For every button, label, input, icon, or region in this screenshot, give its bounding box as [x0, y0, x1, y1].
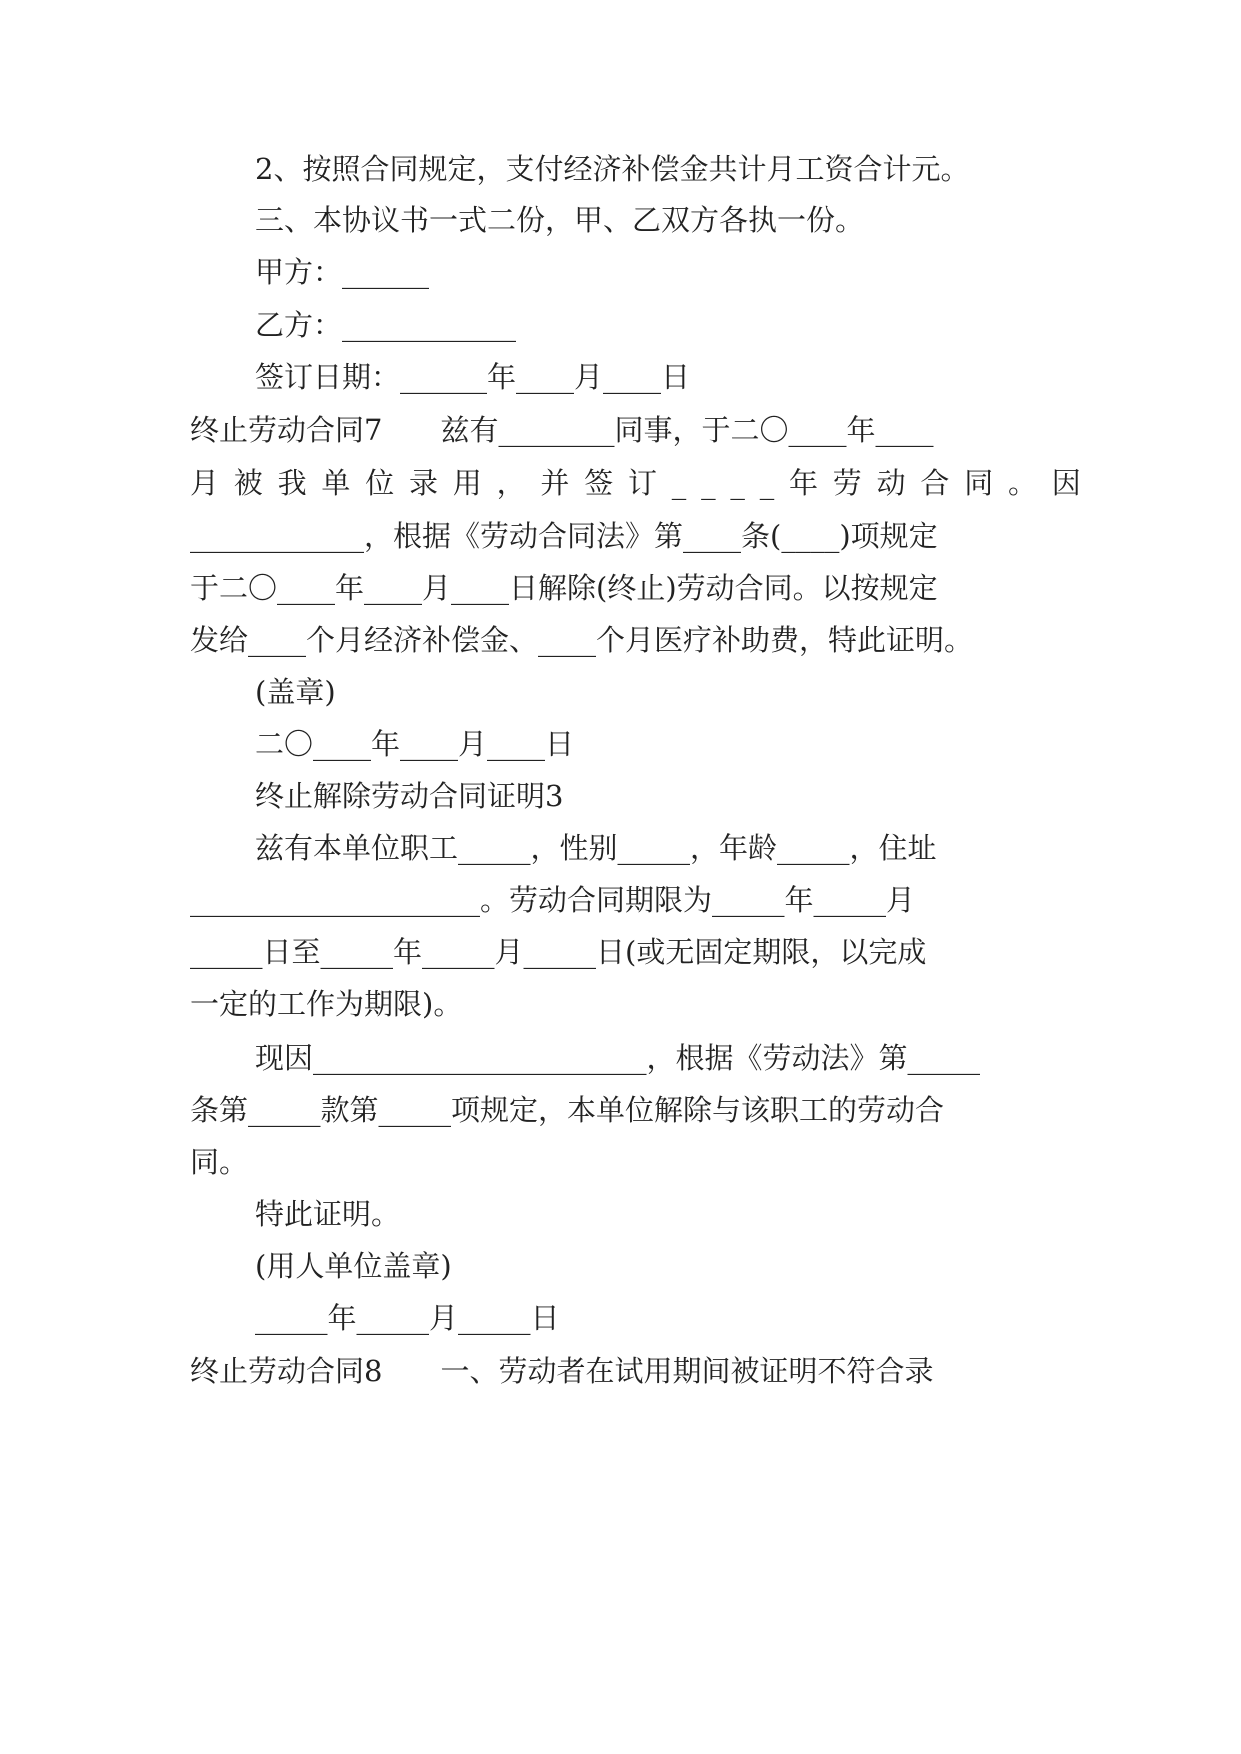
- section-heading-terminate-8: 终止劳动合同8 一、劳动者在试用期间被证明不符合录: [190, 1354, 934, 1388]
- certify-line: 特此证明。: [255, 1197, 401, 1231]
- paragraph-line: 一定的工作为期限)。: [190, 987, 463, 1021]
- party-a-signature-line: 甲方：______: [255, 255, 430, 289]
- paragraph-line: 发给____个月经济补偿金、____个月医疗补助费，特此证明。: [190, 623, 974, 657]
- section-heading-certificate-3: 终止解除劳动合同证明3: [255, 779, 564, 813]
- section-heading-terminate-7: 终止劳动合同7 兹有________同事，于二〇____年____: [190, 413, 934, 447]
- paragraph-line: 同。: [190, 1145, 249, 1179]
- paragraph-line: _____日至_____年_____月_____日(或无固定期限，以完成: [190, 935, 927, 969]
- date-line: 二〇____年____月____日: [255, 727, 575, 761]
- employer-seal-label: (用人单位盖章): [255, 1249, 452, 1283]
- party-b-signature-line: 乙方：____________: [255, 308, 517, 342]
- paragraph-line: ____________________。劳动合同期限为_____年_____月: [190, 883, 916, 917]
- date-line: _____年_____月_____日: [255, 1301, 560, 1335]
- paragraph-copies: 三、本协议书一式二份，甲、乙双方各执一份。: [255, 203, 865, 237]
- paragraph-line: ____________，根据《劳动合同法》第____条(____)项规定: [190, 519, 938, 553]
- signing-date-line: 签订日期：______年____月____日: [255, 360, 691, 394]
- paragraph-line: 兹有本单位职工_____，性别_____，年龄_____，住址: [255, 831, 937, 865]
- paragraph-line: 现因_______________________，根据《劳动法》第_____: [255, 1041, 981, 1075]
- paragraph-line: 于二〇____年____月____日解除(终止)劳动合同。以按规定: [190, 571, 938, 605]
- paragraph-compensation: 2、按照合同规定，支付经济补偿金共计月工资合计元。: [255, 152, 970, 186]
- paragraph-line: 月被我单位录用，并签订____年劳动合同。因: [190, 466, 1096, 500]
- seal-label: (盖章): [255, 675, 336, 709]
- paragraph-line: 条第_____款第_____项规定，本单位解除与该职工的劳动合: [190, 1093, 945, 1127]
